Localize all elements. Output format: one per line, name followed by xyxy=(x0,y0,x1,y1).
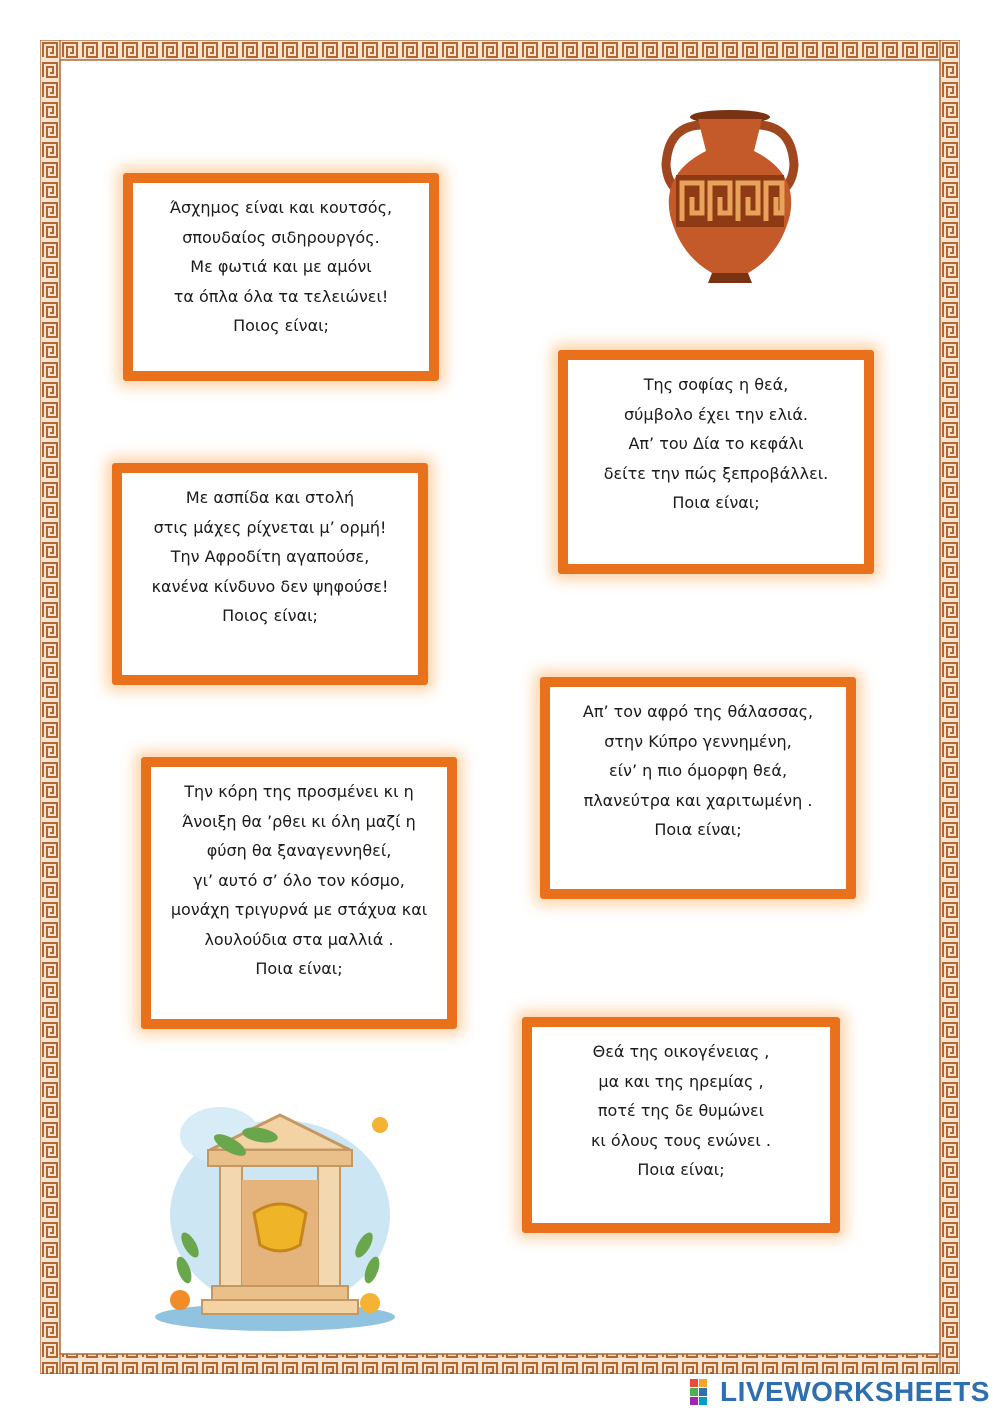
riddle-line: σύμβολο έχει την ελιά. xyxy=(624,404,808,424)
riddle-line: είν’ η πιο όμορφη θεά, xyxy=(608,761,788,780)
riddle-line: Απ’ του Δία το κεφάλι xyxy=(628,434,804,453)
riddle-card-aphrodite xyxy=(540,677,856,899)
riddle-card-hera xyxy=(522,1017,840,1233)
riddle-line: Με φωτιά και με αμόνι xyxy=(190,257,372,276)
riddle-line: Με ασπίδα και στολή xyxy=(185,488,355,507)
brand-name: LIVEWORKSHEETS xyxy=(720,1376,990,1407)
riddle-line: Απ’ τον αφρό της θάλασσας, xyxy=(582,702,814,721)
riddle-line: ποτέ της δε θυμώνει xyxy=(597,1101,765,1120)
riddle-line: κανένα κίνδυνο δεν ψηφούσε! xyxy=(151,576,389,596)
riddle-question: Ποια είναι; xyxy=(654,820,742,839)
riddle-question: Ποιος είναι; xyxy=(222,606,318,625)
riddle-card-ares xyxy=(112,463,428,685)
riddle-line: Της σοφίας η θεά, xyxy=(643,375,789,394)
riddle-line: Την κόρη της προσμένει κι η xyxy=(184,782,414,801)
riddle-line: Άνοιξη θα ’ρθει κι όλη μαζί η xyxy=(182,811,416,831)
riddle-card-hephaestus xyxy=(123,173,439,381)
riddle-line: μονάχη τριγυρνά με στάχυα και xyxy=(170,900,428,919)
riddle-line: στην Κύπρο γεννημένη, xyxy=(604,731,792,751)
riddle-question: Ποια είναι; xyxy=(637,1160,725,1179)
riddle-line: κι όλους τους ενώνει . xyxy=(590,1130,772,1150)
riddle-question: Ποιος είναι; xyxy=(233,316,329,335)
riddle-line: λουλούδια στα μαλλιά . xyxy=(204,929,394,949)
riddle-card-demeter xyxy=(141,757,457,1029)
riddle-line: γι’ αυτό σ’ όλο τον κόσμο, xyxy=(193,870,405,890)
riddle-line: φύση θα ξαναγεννηθεί, xyxy=(206,841,392,860)
riddle-question: Ποια είναι; xyxy=(255,959,343,978)
riddle-line: δείτε την πώς ξεπροβάλλει. xyxy=(603,463,829,483)
riddle-question: Ποια είναι; xyxy=(672,493,760,512)
footer-brand xyxy=(690,1374,990,1410)
riddle-line: τα όπλα όλα τα τελειώνει! xyxy=(173,286,389,306)
riddle-line: Θεά της οικογένειας , xyxy=(592,1042,770,1061)
riddle-line: Την Αφροδίτη αγαπούσε, xyxy=(170,547,370,566)
riddle-line: μα και της ηρεμίας , xyxy=(598,1071,764,1091)
riddle-line: πλανεύτρα και χαριτωμένη . xyxy=(583,790,813,810)
riddle-line: στις μάχες ρίχνεται μ’ ορμή! xyxy=(153,517,387,537)
temple-icon xyxy=(150,1095,400,1340)
riddle-card-athena xyxy=(558,350,874,574)
riddle-line: σπουδαίος σιδηρουργός. xyxy=(182,227,380,247)
riddle-line: Άσχημος είναι και κουτσός, xyxy=(169,198,393,217)
amphora-icon xyxy=(630,105,830,290)
liveworksheets-logo-icon xyxy=(690,1379,716,1405)
